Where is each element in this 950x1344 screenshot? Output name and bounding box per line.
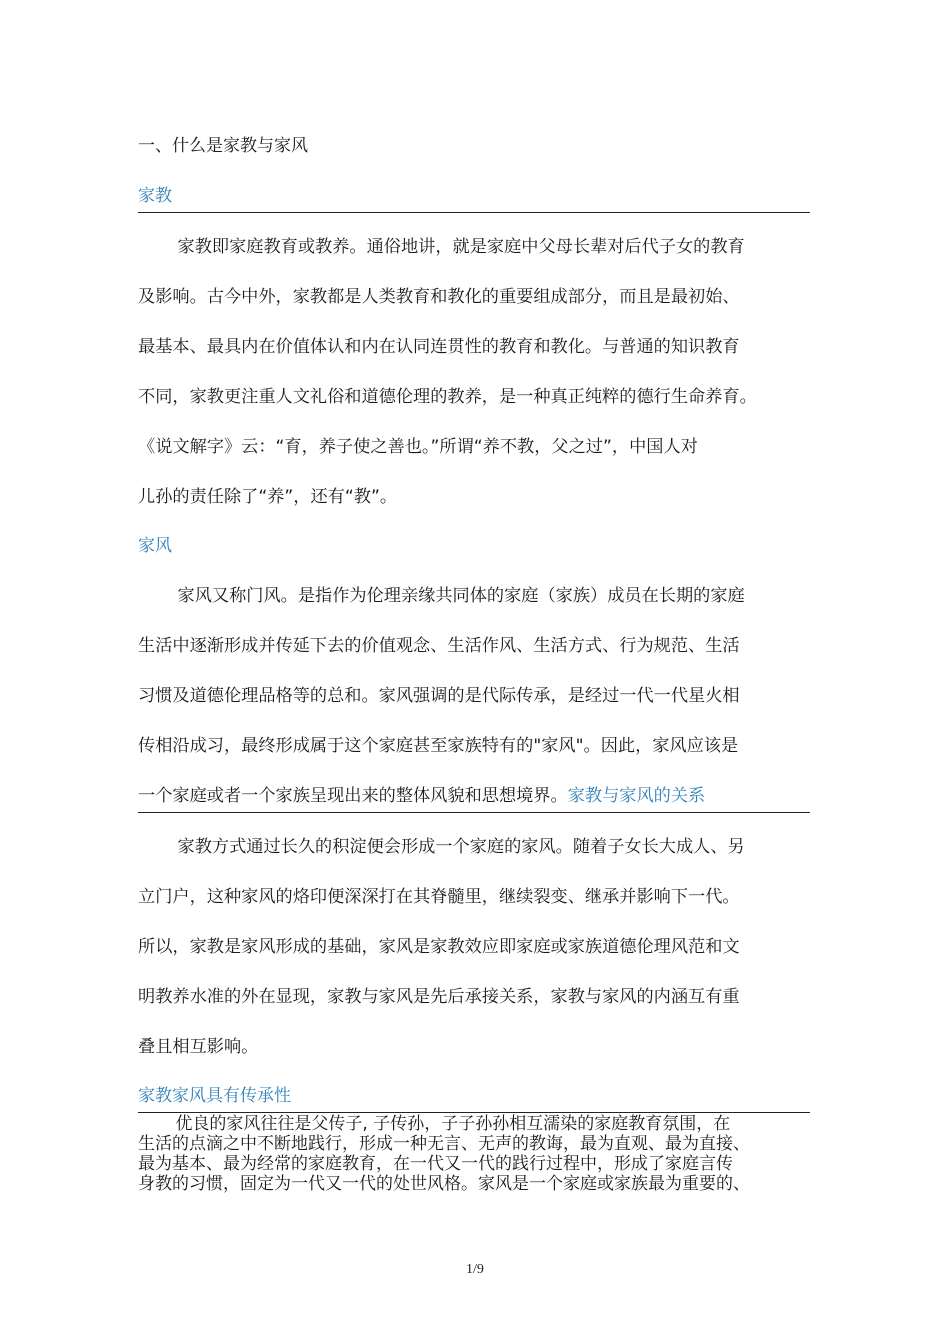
page-number: 1/9 — [466, 1262, 484, 1277]
text-line: 叠且相互影响。 — [138, 1037, 259, 1057]
text-line: 优良的家风往往是父传子, 子传孙，子子孙孙相互濡染的家庭教育氛围，在 — [175, 1114, 731, 1134]
section-underline — [138, 1112, 810, 1113]
text-line: 家教方式通过长久的积淀便会形成一个家庭的家风。随着子女长大成人、另 — [177, 837, 745, 857]
text-line: 所以，家教是家风形成的基础，家风是家教效应即家庭或家族道德伦理风范和文 — [138, 937, 740, 957]
paragraph-inherit — [138, 1114, 824, 1194]
text-line: 家教即家庭教育或教养。通俗地讲，就是家庭中父母长辈对后代子女的教育 — [177, 237, 745, 257]
chapter-heading: 一、什么是家教与家风 — [138, 136, 308, 156]
text-line: 《说文解字》云：“育，养子使之善也。”所谓“养不教，父之过”，中国人对 — [138, 437, 698, 457]
section-title-jiajiao: 家教 — [138, 186, 172, 206]
text-line: 最基本、最具内在价值体认和内在认同连贯性的教育和教化。与普通的知识教育 — [138, 337, 740, 357]
paragraph-jiajiao — [138, 222, 818, 522]
section-title-jiafeng: 家风 — [138, 536, 172, 556]
text-line: 及影响。古今中外，家教都是人类教育和教化的重要组成部分，而且是最初始、 — [138, 287, 740, 307]
section-title-inherit: 家教家风具有传承性 — [138, 1086, 291, 1106]
section-title-relation: 家教与家风的关系 — [567, 786, 706, 806]
text-line: 儿孙的责任除了“养”，还有“教”。 — [138, 487, 398, 507]
text-line: 立门户，这种家风的烙印便深深打在其脊髓里，继续裂变、继承并影响下一代。 — [138, 887, 740, 907]
text-line: 不同，家教更注重人文礼俗和道德伦理的教养，是一种真正纯粹的德行生命养育。 — [138, 387, 757, 407]
section-underline — [138, 212, 810, 213]
text-line: 明教养水准的外在显现，家教与家风是先后承接关系，家教与家风的内涵互有重 — [138, 987, 740, 1007]
section-underline — [138, 812, 810, 813]
text-line: 生活中逐渐形成并传延下去的价值观念、生活作风、生活方式、行为规范、生活 — [138, 636, 740, 656]
text-line: 家风又称门风。是指作为伦理亲缘共同体的家庭（家族）成员在长期的家庭 — [177, 586, 745, 606]
text-line-segment: 一个家庭或者一个家族呈现出来的整体风貌和思想境界。 — [138, 786, 568, 806]
text-line: 身教的习惯，固定为一代又一代的处世风格。家风是一个家庭或家族最为重要的、 — [138, 1174, 750, 1194]
text-line: 习惯及道德伦理品格等的总和。家风强调的是代际传承，是经过一代一代星火相 — [138, 686, 740, 706]
text-line: 最为基本、最为经常的家庭教育，在一代又一代的践行过程中，形成了家庭言传 — [138, 1154, 733, 1174]
text-line: 传相沿成习，最终形成属于这个家庭甚至家族特有的"家风"。因此，家风应该是 — [138, 736, 739, 756]
text-line — [138, 771, 818, 821]
paragraph-relation — [138, 822, 818, 1072]
text-line: 生活的点滴之中不断地践行，形成一种无言、无声的教诲，最为直观、最为直接、 — [138, 1134, 750, 1154]
paragraph-jiafeng — [138, 571, 818, 821]
